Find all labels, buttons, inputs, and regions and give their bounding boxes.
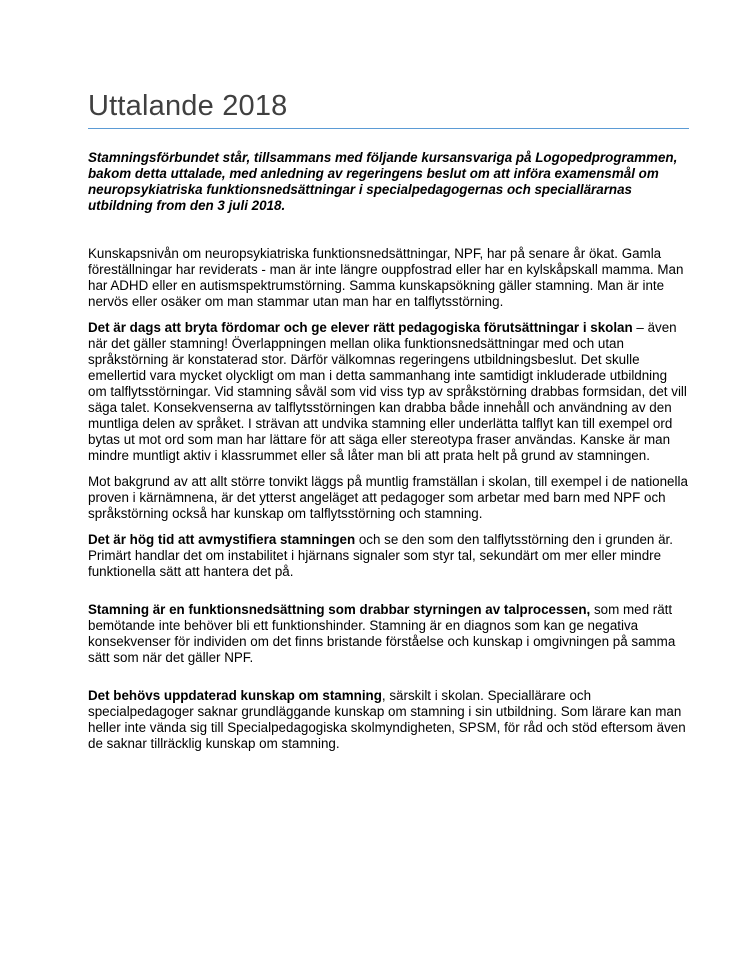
paragraph-1-text: Kunskapsnivån om neuropsykiatriska funktionsnedsättningar, NPF, har på senare år ökat. Gamla föreställningar har reviderats - man är inte längre ouppfostrad eller har en kylskåpskall mamma. Man har ADHD eller en autismspektrumstörning. Samma kunskapsökning gäller stamning. Man är inte nervös eller osäker om man stammar utan man har en talflytsstörning. [88,246,684,309]
document-body [88,150,688,762]
paragraph-6-lead: Det behövs uppdaterad kunskap om stamning [88,688,382,703]
paragraph-6-text: , särskilt i skolan. Speciallärare och specialpedagoger saknar grundläggande kunskap om stamning i sin utbildning. Som lärare kan man heller inte vända sig till Specialpedagogiska skolmyndigheten, SPSM, för råd och stöd eftersom även de saknar tillräcklig kunskap om stamning. [88,688,686,751]
paragraph-4-text: och se den som den talflytsstörning den i grunden är. Primärt handlar det om instabilitet i hjärnans signaler som styr tal, sekundärt om mer eller mindre funktionella sätt att hantera det på. [88,532,673,579]
intro-statement: Stamningsförbundet står, tillsammans med följande kursansvariga på Logopedprogrammen, bakom detta uttalade, med anledning av regeringens beslut om att införa examensmål om neuropsykiatriska funktionsnedsättningar i specialpedagogernas och speciallärarnas utbildning from den 3 juli 2018. [88,150,678,213]
document-title: Uttalande 2018 [88,90,288,122]
paragraph-5-lead: Stamning är en funktionsnedsättning som drabbar styrningen av talprocessen, [88,602,591,617]
paragraph-1 [88,246,688,310]
paragraph-5 [88,602,688,666]
paragraph-3 [88,474,688,522]
paragraph-6 [88,688,688,752]
paragraph-2 [88,320,688,464]
paragraph-4-lead: Det är hög tid att avmystifiera stamningen [88,532,356,547]
paragraph-2-lead: Det är dags att bryta fördomar och ge elever rätt pedagogiska förutsättningar i skolan [88,320,633,335]
paragraph-4 [88,532,688,580]
paragraph-3-text: Mot bakgrund av att allt större tonvikt läggs på muntlig framställan i skolan, till exempel i de nationella proven i kärnämnena, är det ytterst angeläget att pedagoger som arbetar med barn med NPF och språkstörning också har kunskap om talflytsstörning och stamning. [88,474,688,521]
paragraph-2-text: – även när det gäller stamning! Överlappningen mellan olika funktionsnedsättningar med och utan språkstörning är konstaterad stor. Därför välkomnas regeringens utbildningsbeslut. Det skulle emellertid vara mycket olyckligt om man i detta sammanhang inte samtidigt inkluderade utbildning om talflytsstörningar. Vid stamning såväl som vid viss typ av språkstörning drabbas formsidan, det vill säga talet. Konsekvenserna av talflytsstörningen kan drabba både innehåll och användning av den muntliga delen av språket. I strävan att undvika stamning eller underlätta talflyt kan till exempel ord bytas ut mot ord som man har lättare för att säga eller stereotypa fraser användas. Kanske är man mindre muntligt aktiv i klassrummet eller så låter man bli att prata helt på grund av stamningen. [88,320,687,463]
paragraph-5-text: som med rätt bemötande inte behöver bli ett funktionshinder. Stamning är en diagnos som kan ge negativa konsekvenser för individen om det finns bristande förståelse och kunskap i omgivningen på samma sätt som när det gäller NPF. [88,602,676,665]
title-underline [88,128,689,129]
